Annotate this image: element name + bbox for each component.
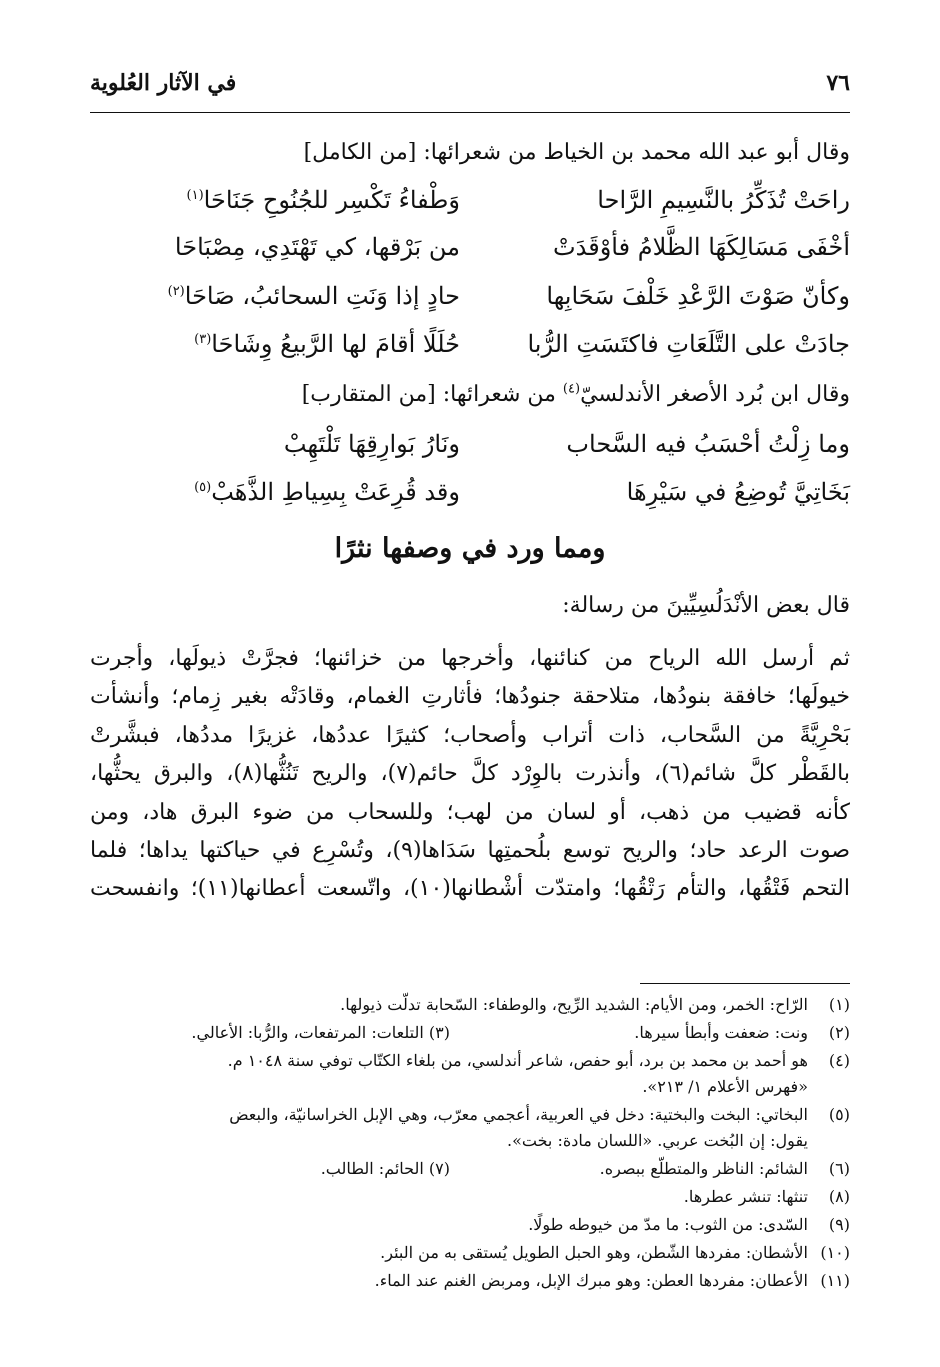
footnote-number: (٨)	[828, 1187, 850, 1206]
footnote-text: «فهرس الأعلام ١/ ٢١٣».	[642, 1077, 808, 1096]
footnote-marker: (٢)	[167, 284, 185, 299]
footnote-text: الأعطان: مفردها العطن: وهو مبرك الإبل، ومربض الغنم عند الماء.	[374, 1271, 808, 1290]
footnote-number: (٩)	[828, 1215, 850, 1234]
footnote-text: ونت: ضعفت وأبطأ سيرها.	[634, 1023, 808, 1042]
prose-line: بالقَطْر كلَّ شائم(٦)، وأنذرت بالوِرْد كلَّ حائم(٧)، والريح تَنُثُّها(٨)، والبرق يحثُّها،	[90, 761, 851, 787]
footnote-text: يقول: إن البُخت عربي. «اللسان مادة: بخت».	[507, 1131, 808, 1150]
footnote-number: (٦)	[828, 1159, 850, 1178]
footnote-line	[90, 1105, 850, 1129]
footnote-number: (١٠)	[820, 1243, 850, 1262]
footnote-line	[90, 1271, 850, 1295]
footnote-text: الشائم: الناظر والمتطلّع ببصره.	[599, 1159, 808, 1178]
footnote-text: الأشطان: مفردها الشّطن، وهو الحبل الطويل يُستقى به من البئر.	[380, 1243, 808, 1262]
footnote-line	[90, 1131, 850, 1155]
footnote-text: تنثها: تنشر عطرها.	[683, 1187, 808, 1206]
verse-line	[90, 478, 850, 518]
prose-paragraph	[90, 640, 850, 909]
poem1-intro: وقال أبو عبد الله محمد بن الخياط من شعرائها: [من الكامل]	[303, 140, 850, 165]
footnote-text: السّدى: من الثوب: ما مدّ من خيوطه طولًا.	[528, 1215, 808, 1234]
first-hemistich: وما زِلْتُ أحْسَبُ فيه السَّحاب	[566, 430, 850, 458]
second-hemistich-text: حُلَلًا أقامَ لها الرَّبيعُ وِشَاحَا	[211, 330, 460, 358]
footnote-marker: (٣)	[194, 332, 212, 347]
first-hemistich: بَخَاتِيَّ تُوضِعُ في سَيْرِهَا	[626, 478, 850, 506]
footnote-text: الحائم: الطالب.	[320, 1159, 424, 1178]
footnote-line	[90, 1159, 850, 1183]
footnote-line	[90, 1077, 850, 1101]
footnote-marker: (١)	[186, 188, 204, 203]
prose-intro: قال بعض الأنْدَلُسِيِّينَ من رسالة:	[562, 593, 850, 618]
footnote-line	[90, 1051, 850, 1075]
first-hemistich: راحَتْ تُذَكِّرُ بالنَّسِيمِ الرَّاحا	[597, 186, 850, 214]
first-hemistich: جادَتْ على التَّلَعَاتِ فاكتَسَتِ الرُّبا	[527, 330, 850, 358]
section-heading: ومما ورد في وصفها نثرًا	[334, 533, 606, 564]
footnote-rule	[640, 983, 850, 984]
footnote-second	[191, 1023, 450, 1042]
book-page	[90, 0, 850, 1367]
footnote-line	[90, 1187, 850, 1211]
running-title: في الآثار العُلوية	[90, 70, 237, 96]
footnote-line	[90, 1023, 850, 1047]
second-hemistich-text: وقد قُرِعَتْ بِسِياطِ الذَّهَبْ	[211, 478, 460, 506]
footnote-number: (٧)	[428, 1159, 450, 1178]
second-hemistich	[110, 186, 460, 214]
second-hemistich-text: من بَرْقها، كي تَهْتَدِي، مِصْبَاحَا	[174, 233, 460, 261]
second-hemistich	[110, 233, 460, 261]
page-number: ٧٦	[826, 70, 850, 96]
footnote-text: التلعات: المرتفعات، والرُّبا: الأعالي.	[191, 1023, 424, 1042]
verse-line	[90, 233, 850, 273]
footnote-text: هو أحمد بن محمد بن برد، أبو حفص، شاعر أندلسي، من بلغاء الكتّاب توفي سنة ١٠٤٨ م.	[227, 1051, 808, 1070]
poem2-intro-text: وقال ابن بُرد الأصغر الأندلسيّ	[580, 382, 850, 407]
second-hemistich-text: ونَارُ بَوارِقِهَا تَلْتَهِبْ	[283, 430, 460, 458]
footnote-text: الرّاح: الخمر، ومن الأيام: الشديد الرِّيح، والوطفاء: السّحابة تدلّت ذيولها.	[340, 995, 808, 1014]
prose-line: خيولَها؛ خافقة بنودُها، متلاحقة جنودُها؛ فأثارتِ الغمام، وقادَتْه بغير زِمام؛ وأنشأت	[90, 684, 850, 710]
footnote-line	[90, 995, 850, 1019]
prose-line: التحم فَتْقُها، والتأم رَتْقُها؛ وامتدّت أشْطانها(١٠)، واتّسعت أعطانها(١١)؛ وانفسحت	[90, 876, 850, 902]
footnote-number: (٢)	[828, 1023, 850, 1042]
footnote-second	[321, 1159, 450, 1178]
prose-line: بَحْرِيَّةً من السَّحاب، ذات أتراب وأصحاب؛ كثيرًا عددُها، غزيرًا مددُها، فبشَّرتْ	[90, 722, 850, 748]
footnote-number: (٣)	[428, 1023, 450, 1042]
page-header	[90, 70, 850, 106]
prose-line: صوت الرعد حاد؛ والريح توسع بلُحمتِها سَدَاها(٩)، وتُسْرِع في حياكتها يداها؛ فلما	[90, 838, 851, 864]
footnote-marker: (٥)	[194, 480, 212, 495]
verse-line	[90, 282, 850, 322]
second-hemistich	[110, 282, 460, 310]
poem2-intro-meter: من شعرائها: [من المتقارب]	[301, 382, 563, 407]
footnote-marker: (٤)	[562, 381, 581, 397]
verse-line	[90, 330, 850, 370]
verse-line	[90, 186, 850, 226]
second-hemistich-text: حادٍ إذا وَنَتِ السحائبُ، صَاحَا	[184, 282, 460, 310]
poem2-intro	[90, 382, 850, 407]
second-hemistich	[110, 330, 460, 358]
footnote-number: (١١)	[820, 1271, 850, 1290]
prose-line: كأنه قضيب من ذهب، أو لسان من لهب؛ وللسحاب من ضوء البرق هاد، ومن	[90, 799, 850, 825]
footnote-number: (٤)	[828, 1051, 850, 1070]
footnote-text: البخاتي: البخت والبختية: دخل في العربية، أعجمي معرّب، وهي الإبل الخراسانيّة، والبعض	[229, 1105, 808, 1124]
footnote-line	[90, 1215, 850, 1239]
second-hemistich	[110, 430, 460, 458]
first-hemistich: وكأنّ صَوْتَ الرَّعْدِ خَلْفَ سَحَابِها	[546, 282, 850, 310]
verse-line	[90, 430, 850, 470]
second-hemistich-text: وَطْفاءُ تَكْسِر للجُنُوحِ جَنَاحَا	[203, 186, 460, 214]
prose-line: ثم أرسل الله الرياح من كنائنها، وأخرجها من خزائنها؛ فجرَّتْ ذيولَها، وأجرت	[90, 646, 850, 671]
footnote-number: (٥)	[828, 1105, 850, 1124]
footnote-line	[90, 1243, 850, 1267]
header-rule	[90, 112, 850, 113]
footnote-number: (١)	[828, 995, 850, 1014]
second-hemistich	[110, 478, 460, 506]
first-hemistich: أخْفَى مَسَالِكَهَا الظَّلامُ فأوْقَدَتْ	[553, 233, 850, 261]
